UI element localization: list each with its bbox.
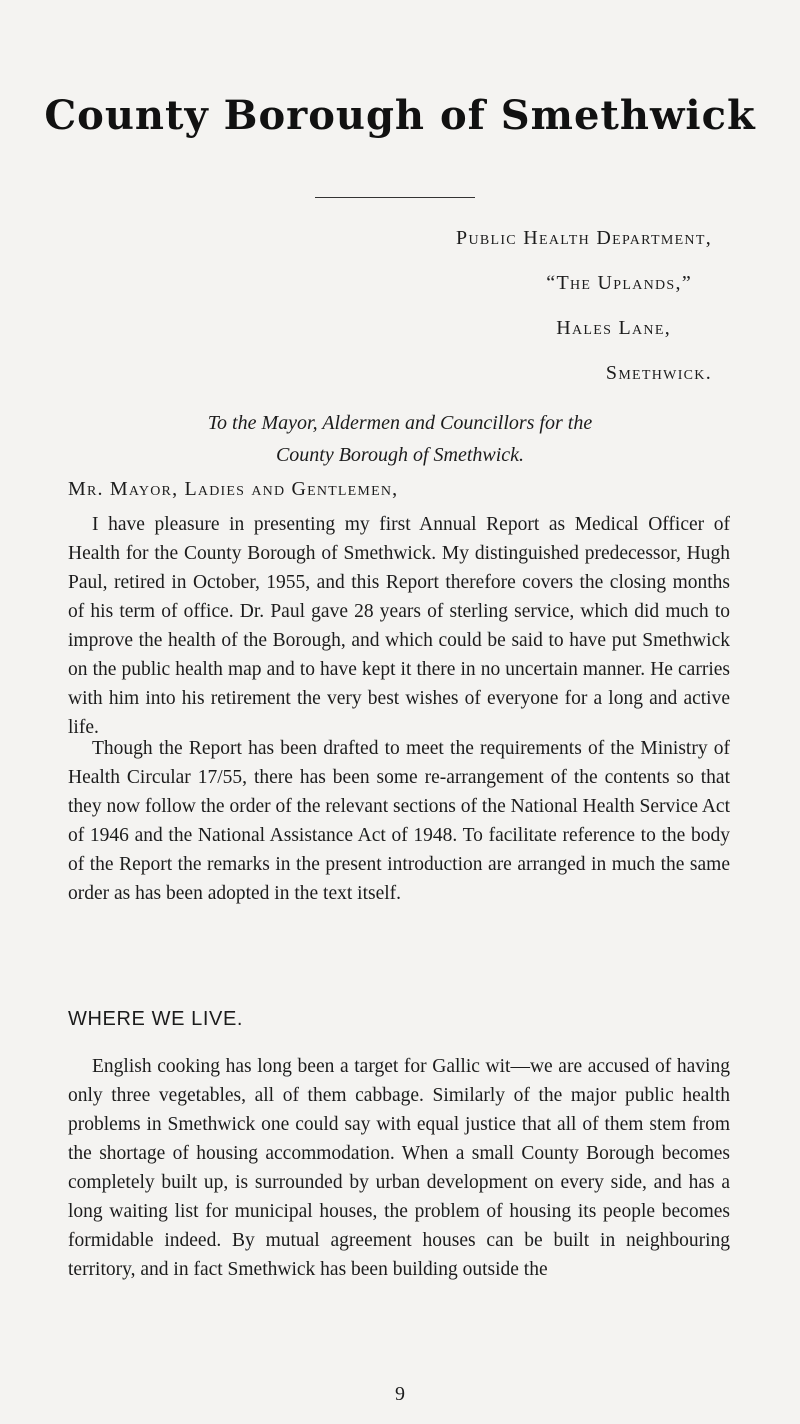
section-heading: WHERE WE LIVE. — [68, 1008, 244, 1030]
salutation: Mr. Mayor, Ladies and Gentlemen, — [68, 478, 399, 500]
address-line: Public Health Department, — [456, 227, 712, 249]
sender-address — [456, 228, 712, 408]
page-number: 9 — [395, 1383, 405, 1405]
addressee — [0, 407, 800, 471]
address-line: Smethwick. — [605, 362, 712, 384]
address-line: Hales Lane, — [556, 317, 671, 339]
body-paragraph: Though the Report has been drafted to meet the requirements of the Ministry of Health Circular 17/55, there has been some re-arrangement of the contents so that they now follow the order of the relevant sections of the National Health Service Act of 1946 and the National Assistance Act of 1948. To facilitate reference to the body of the Report the remarks in the present introduction are arranged in much the same order as has been adopted in the text itself. — [68, 738, 730, 904]
addressee-line: To the Mayor, Aldermen and Councillors for the — [207, 412, 593, 434]
body-paragraph: I have pleasure in presenting my first Annual Report as Medical Officer of Health for the County Borough of Smethwick. My distinguished predecessor, Hugh Paul, retired in October, 1955, and this Report therefore covers the closing months of his term of office. Dr. Paul gave 28 years of sterling service, which did much to improve the health of the Borough, and which could be said to have put Smethwick on the public health map and to have kept it there in no uncertain manner. He carries with him into his retirement the very best wishes of everyone for a long and active life. — [68, 514, 730, 738]
addressee-line: County Borough of Smethwick. — [275, 444, 525, 466]
document-heading: County Borough of Smethwick — [44, 92, 756, 139]
body-paragraph: English cooking has long been a target for Gallic wit—we are accused of having only three vegetables, all of them cabbage. Similarly of the major public health problems in Smethwick one could say with equal justice that all of them stem from the shortage of housing accommodation. When a small County Borough becomes completely built up, is surrounded by urban development on every side, and has a long waiting list for municipal houses, the problem of housing its people becomes formidable indeed. By mutual agreement houses can be built in neighbouring territory, and in fact Smethwick has been building outside the — [68, 1056, 730, 1280]
address-line: “The Uplands,” — [546, 272, 692, 294]
heading-rule — [315, 197, 475, 198]
